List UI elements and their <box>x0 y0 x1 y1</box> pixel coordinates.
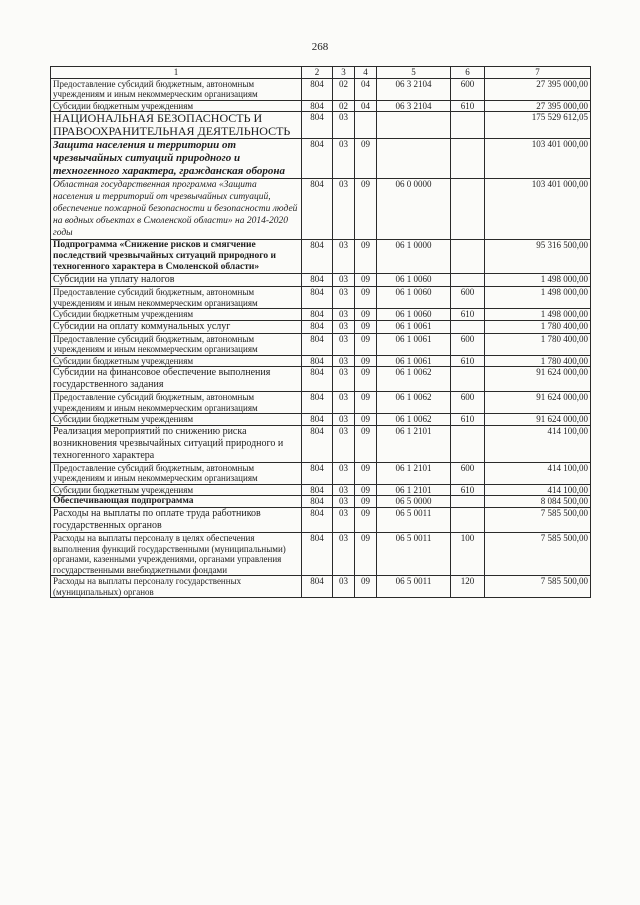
section-code-cell: 03 <box>333 425 355 462</box>
table-row <box>51 320 591 333</box>
row-name-cell: Защита населения и территории от чрезвычайных ситуаций природного и техногенного характера, гражданская оборона <box>51 139 302 179</box>
admin-code-cell: 804 <box>302 355 333 367</box>
expense-type-cell: 600 <box>451 392 485 414</box>
expense-type-cell: 610 <box>451 414 485 426</box>
expense-type-cell: 610 <box>451 355 485 367</box>
subsection-code-cell: 09 <box>355 414 377 426</box>
expense-type-cell <box>451 112 485 139</box>
section-code-cell: 03 <box>333 367 355 392</box>
target-article-cell: 06 1 2101 <box>377 462 451 484</box>
admin-code-cell: 804 <box>302 425 333 462</box>
expense-type-cell <box>451 240 485 274</box>
admin-code-cell: 804 <box>302 508 333 533</box>
admin-code-cell: 804 <box>302 320 333 333</box>
row-name-cell: Обеспечивающая подпрограмма <box>51 496 302 508</box>
header-cell: 1 <box>51 67 302 79</box>
amount-cell: 7 585 500,00 <box>485 533 591 576</box>
header-cell: 2 <box>302 67 333 79</box>
target-article-cell <box>377 112 451 139</box>
row-name-cell: Предоставление субсидий бюджетным, автономным учреждениям и иным некоммерческим организациям <box>51 392 302 414</box>
row-name-cell: Субсидии на уплату налогов <box>51 274 302 287</box>
expense-type-cell: 600 <box>451 78 485 100</box>
row-name-cell: Субсидии на оплату коммунальных услуг <box>51 320 302 333</box>
row-name-cell: Субсидии бюджетным учреждениям <box>51 414 302 426</box>
subsection-code-cell: 09 <box>355 240 377 274</box>
admin-code-cell: 804 <box>302 576 333 598</box>
section-code-cell: 03 <box>333 414 355 426</box>
table-row <box>51 462 591 484</box>
header-cell: 6 <box>451 67 485 79</box>
subsection-code-cell: 09 <box>355 425 377 462</box>
subsection-code-cell: 04 <box>355 78 377 100</box>
budget-table <box>50 66 591 598</box>
amount-cell: 1 498 000,00 <box>485 309 591 321</box>
expense-type-cell <box>451 274 485 287</box>
target-article-cell: 06 5 0011 <box>377 576 451 598</box>
subsection-code-cell: 09 <box>355 367 377 392</box>
row-name-cell: Областная государственная программа «Защита населения и территорий от чрезвычайных ситуаций, обеспечение пожарной безопасности и безопасности людей на водных объектах в Смоленской области» на 2014-2020 годы <box>51 179 302 240</box>
expense-type-cell: 600 <box>451 462 485 484</box>
admin-code-cell: 804 <box>302 287 333 309</box>
subsection-code-cell: 09 <box>355 139 377 179</box>
expense-type-cell: 600 <box>451 287 485 309</box>
amount-cell: 1 498 000,00 <box>485 287 591 309</box>
expense-type-cell: 610 <box>451 100 485 112</box>
amount-cell: 91 624 000,00 <box>485 392 591 414</box>
admin-code-cell: 804 <box>302 309 333 321</box>
amount-cell: 414 100,00 <box>485 484 591 496</box>
amount-cell: 95 316 500,00 <box>485 240 591 274</box>
subsection-code-cell <box>355 112 377 139</box>
table-row <box>51 496 591 508</box>
target-article-cell: 06 5 0011 <box>377 533 451 576</box>
table-row <box>51 392 591 414</box>
table-row <box>51 287 591 309</box>
amount-cell: 7 585 500,00 <box>485 576 591 598</box>
subsection-code-cell: 09 <box>355 320 377 333</box>
amount-cell: 91 624 000,00 <box>485 414 591 426</box>
page-number: 268 <box>311 41 329 53</box>
admin-code-cell: 804 <box>302 392 333 414</box>
table-row <box>51 240 591 274</box>
table-row <box>51 139 591 179</box>
amount-cell: 7 585 500,00 <box>485 508 591 533</box>
section-code-cell: 03 <box>333 484 355 496</box>
table-row <box>51 355 591 367</box>
admin-code-cell: 804 <box>302 274 333 287</box>
section-code-cell: 03 <box>333 576 355 598</box>
expense-type-cell <box>451 508 485 533</box>
table-row <box>51 533 591 576</box>
amount-cell: 8 084 500,00 <box>485 496 591 508</box>
table-row <box>51 484 591 496</box>
table-row <box>51 179 591 240</box>
admin-code-cell: 804 <box>302 139 333 179</box>
expense-type-cell: 120 <box>451 576 485 598</box>
target-article-cell: 06 1 0060 <box>377 309 451 321</box>
section-code-cell: 03 <box>333 179 355 240</box>
row-name-cell: Субсидии бюджетным учреждениям <box>51 100 302 112</box>
header-row <box>51 67 591 79</box>
amount-cell: 27 395 000,00 <box>485 100 591 112</box>
table-row <box>51 425 591 462</box>
admin-code-cell: 804 <box>302 496 333 508</box>
row-name-cell: Предоставление субсидий бюджетным, автономным учреждениям и иным некоммерческим организациям <box>51 462 302 484</box>
expense-type-cell <box>451 496 485 508</box>
amount-cell: 1 780 400,00 <box>485 355 591 367</box>
section-code-cell: 03 <box>333 462 355 484</box>
section-code-cell: 03 <box>333 112 355 139</box>
target-article-cell: 06 1 0061 <box>377 355 451 367</box>
row-name-cell: Субсидии бюджетным учреждениям <box>51 355 302 367</box>
target-article-cell: 06 5 0000 <box>377 496 451 508</box>
subsection-code-cell: 09 <box>355 533 377 576</box>
expense-type-cell <box>451 320 485 333</box>
section-code-cell: 03 <box>333 309 355 321</box>
table-row <box>51 508 591 533</box>
row-name-cell: Субсидии бюджетным учреждениям <box>51 484 302 496</box>
target-article-cell: 06 5 0011 <box>377 508 451 533</box>
amount-cell: 27 395 000,00 <box>485 78 591 100</box>
row-name-cell: Предоставление субсидий бюджетным, автономным учреждениям и иным некоммерческим организациям <box>51 333 302 355</box>
subsection-code-cell: 09 <box>355 355 377 367</box>
section-code-cell: 03 <box>333 274 355 287</box>
expense-type-cell <box>451 139 485 179</box>
target-article-cell: 06 1 2101 <box>377 484 451 496</box>
amount-cell: 414 100,00 <box>485 462 591 484</box>
admin-code-cell: 804 <box>302 240 333 274</box>
header-cell: 4 <box>355 67 377 79</box>
row-name-cell: Реализация мероприятий по снижению риска возникновения чрезвычайных ситуаций природного и техногенного характера <box>51 425 302 462</box>
target-article-cell: 06 1 0061 <box>377 333 451 355</box>
target-article-cell: 06 1 0062 <box>377 367 451 392</box>
target-article-cell: 06 3 2104 <box>377 78 451 100</box>
expense-type-cell <box>451 425 485 462</box>
expense-type-cell: 600 <box>451 333 485 355</box>
subsection-code-cell: 09 <box>355 392 377 414</box>
admin-code-cell: 804 <box>302 100 333 112</box>
admin-code-cell: 804 <box>302 179 333 240</box>
expense-type-cell: 610 <box>451 484 485 496</box>
admin-code-cell: 804 <box>302 533 333 576</box>
amount-cell: 103 401 000,00 <box>485 139 591 179</box>
target-article-cell: 06 3 2104 <box>377 100 451 112</box>
row-name-cell: Субсидии бюджетным учреждениям <box>51 309 302 321</box>
admin-code-cell: 804 <box>302 333 333 355</box>
subsection-code-cell: 09 <box>355 484 377 496</box>
header-cell: 7 <box>485 67 591 79</box>
section-code-cell: 03 <box>333 240 355 274</box>
table-row <box>51 309 591 321</box>
row-name-cell: Предоставление субсидий бюджетным, автономным учреждениям и иным некоммерческим организациям <box>51 78 302 100</box>
amount-cell: 1 498 000,00 <box>485 274 591 287</box>
section-code-cell: 03 <box>333 533 355 576</box>
amount-cell: 1 780 400,00 <box>485 320 591 333</box>
subsection-code-cell: 09 <box>355 576 377 598</box>
expense-type-cell: 610 <box>451 309 485 321</box>
section-code-cell: 03 <box>333 496 355 508</box>
admin-code-cell: 804 <box>302 112 333 139</box>
expense-type-cell <box>451 179 485 240</box>
section-code-cell: 03 <box>333 287 355 309</box>
table-row <box>51 414 591 426</box>
table-row <box>51 78 591 100</box>
target-article-cell: 06 1 0000 <box>377 240 451 274</box>
subsection-code-cell: 09 <box>355 179 377 240</box>
row-name-cell: Расходы на выплаты персоналу государственных (муниципальных) органов <box>51 576 302 598</box>
subsection-code-cell: 09 <box>355 287 377 309</box>
row-name-cell: Подпрограмма «Снижение рисков и смягчение последствий чрезвычайных ситуаций природного и техногенного характера в Смоленской области» <box>51 240 302 274</box>
target-article-cell: 06 1 2101 <box>377 425 451 462</box>
row-name-cell: Расходы на выплаты по оплате труда работников государственных органов <box>51 508 302 533</box>
target-article-cell: 06 1 0060 <box>377 287 451 309</box>
amount-cell: 91 624 000,00 <box>485 367 591 392</box>
section-code-cell: 03 <box>333 355 355 367</box>
table-row <box>51 333 591 355</box>
subsection-code-cell: 09 <box>355 274 377 287</box>
subsection-code-cell: 09 <box>355 333 377 355</box>
section-code-cell: 02 <box>333 100 355 112</box>
admin-code-cell: 804 <box>302 414 333 426</box>
section-code-cell: 03 <box>333 139 355 179</box>
table-row <box>51 576 591 598</box>
section-code-cell: 03 <box>333 320 355 333</box>
target-article-cell: 06 1 0062 <box>377 414 451 426</box>
row-name-cell: Расходы на выплаты персоналу в целях обеспечения выполнения функций государственными (муниципальными) органами, казенными учреждениями, органами управления государственными внебюджетными фондами <box>51 533 302 576</box>
amount-cell: 1 780 400,00 <box>485 333 591 355</box>
amount-cell: 103 401 000,00 <box>485 179 591 240</box>
header-cell: 5 <box>377 67 451 79</box>
subsection-code-cell: 04 <box>355 100 377 112</box>
row-name-cell: Предоставление субсидий бюджетным, автономным учреждениям и иным некоммерческим организациям <box>51 287 302 309</box>
table-row <box>51 274 591 287</box>
table-row <box>51 367 591 392</box>
section-code-cell: 03 <box>333 333 355 355</box>
admin-code-cell: 804 <box>302 367 333 392</box>
table-row <box>51 112 591 139</box>
target-article-cell: 06 1 0062 <box>377 392 451 414</box>
target-article-cell: 06 1 0060 <box>377 274 451 287</box>
expense-type-cell <box>451 367 485 392</box>
subsection-code-cell: 09 <box>355 462 377 484</box>
row-name-cell: НАЦИОНАЛЬНАЯ БЕЗОПАСНОСТЬ И ПРАВООХРАНИТЕЛЬНАЯ ДЕЯТЕЛЬНОСТЬ <box>51 112 302 139</box>
header-cell: 3 <box>333 67 355 79</box>
amount-cell: 414 100,00 <box>485 425 591 462</box>
subsection-code-cell: 09 <box>355 309 377 321</box>
expense-type-cell: 100 <box>451 533 485 576</box>
section-code-cell: 03 <box>333 508 355 533</box>
table-row <box>51 100 591 112</box>
admin-code-cell: 804 <box>302 462 333 484</box>
target-article-cell <box>377 139 451 179</box>
section-code-cell: 02 <box>333 78 355 100</box>
subsection-code-cell: 09 <box>355 508 377 533</box>
subsection-code-cell: 09 <box>355 496 377 508</box>
amount-cell: 175 529 612,05 <box>485 112 591 139</box>
section-code-cell: 03 <box>333 392 355 414</box>
target-article-cell: 06 1 0061 <box>377 320 451 333</box>
row-name-cell: Субсидии на финансовое обеспечение выполнения государственного задания <box>51 367 302 392</box>
admin-code-cell: 804 <box>302 78 333 100</box>
admin-code-cell: 804 <box>302 484 333 496</box>
target-article-cell: 06 0 0000 <box>377 179 451 240</box>
